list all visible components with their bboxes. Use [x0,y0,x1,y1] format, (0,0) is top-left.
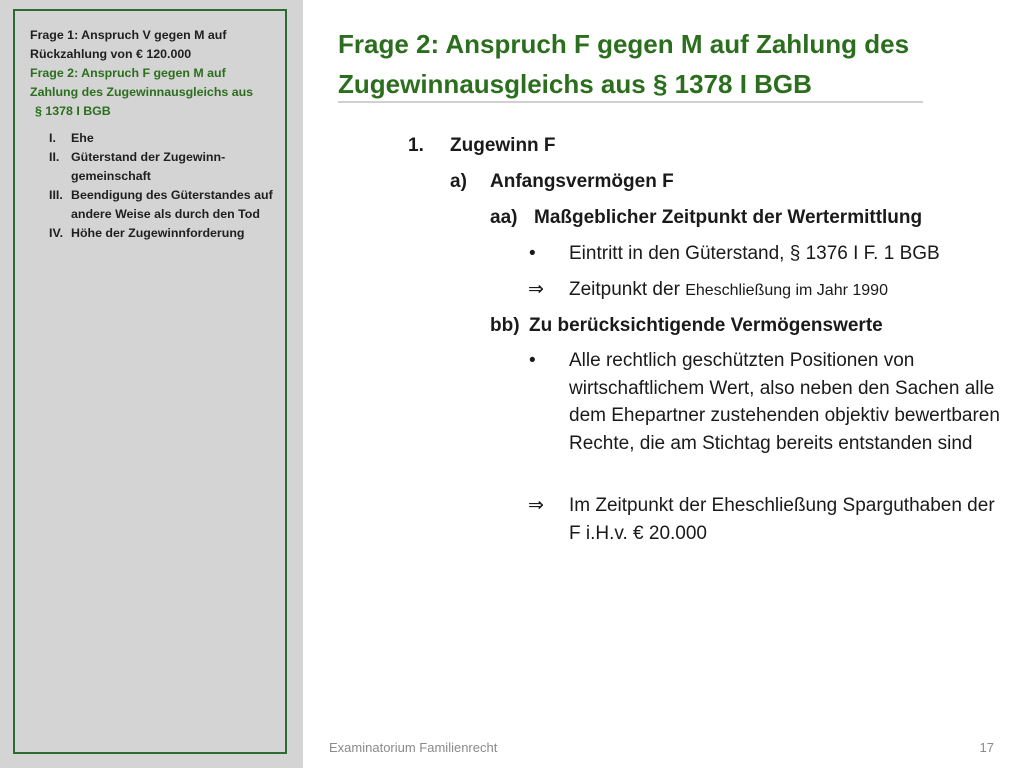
footer-course: Examinatorium Familienrecht [329,740,498,755]
implies-arrow-icon: ⇒ [528,495,544,516]
item-label-aa: aa) [490,207,518,228]
bullet-guterstand: Eintritt in den Güterstand, § 1376 I F. 1 BGB [569,243,940,264]
toc-item [49,129,280,148]
toc-label: Güterstand der Zugewinn-gemeinschaft [71,150,226,183]
page-number: 17 [979,740,994,755]
sidebar [0,0,303,768]
arrow-zeitpunkt-small: Eheschließung im Jahr 1990 [685,282,888,299]
title-divider [338,101,923,103]
implies-arrow-icon: ⇒ [528,279,544,300]
toc-label: Höhe der Zugewinnforderung [71,226,245,240]
toc-label: Ehe [71,131,94,145]
toc-number: III. [49,188,63,202]
sidebar-outline [30,26,280,243]
bullet-icon: • [529,243,536,264]
toc-number: II. [49,150,60,164]
bullet-positionen: Alle rechtlich geschützten Positionen von wirtschaftlichem Wert, also neben den Sachen alle dem Ehepartner zustehenden objektiv bewertbaren Rechte, die am Stichtag bereits entstanden sind [569,350,1000,454]
slide-title: Frage 2: Anspruch F gegen M auf Zahlung des Zugewinnausgleichs aus § 1378 I BGB [338,29,910,99]
item-label-bb: bb) [490,315,520,336]
item-letter-a: a) [450,171,467,192]
toc-item [49,148,280,186]
toc-number: IV. [49,226,64,240]
sidebar-question-2-line3: § 1378 I BGB [35,104,111,118]
sidebar-question-1: Frage 1: Anspruch V gegen M auf Rückzahlung von € 120.000 [30,28,227,61]
item-zugewinn: Zugewinn F [450,135,556,156]
toc-label: Beendigung des Güterstandes auf andere Weise als durch den Tod [71,188,273,221]
arrow-sparguthaben: Im Zeitpunkt der Eheschließung Sparguthaben der F i.H.v. € 20.000 [569,495,995,544]
toc-number: I. [49,131,56,145]
item-zeitpunkt: Maßgeblicher Zeitpunkt der Wertermittlung [534,207,923,228]
arrow-zeitpunkt-main: Zeitpunkt der [569,279,680,300]
toc-item [49,224,280,243]
item-vermoegenswerte: Zu berücksichtigende Vermögenswerte [529,315,883,336]
item-number-1: 1. [408,135,424,156]
arrow-zeitpunkt [569,277,888,304]
sidebar-toc [49,129,280,243]
bullet-icon: • [529,350,536,371]
item-anfangsvermoegen: Anfangsvermögen F [490,171,674,192]
sidebar-question-2-line1: Frage 2: Anspruch F gegen M auf [30,66,226,80]
toc-item [49,186,280,224]
sidebar-question-2-line2: Zahlung des Zugewinnausgleichs aus [30,85,254,99]
